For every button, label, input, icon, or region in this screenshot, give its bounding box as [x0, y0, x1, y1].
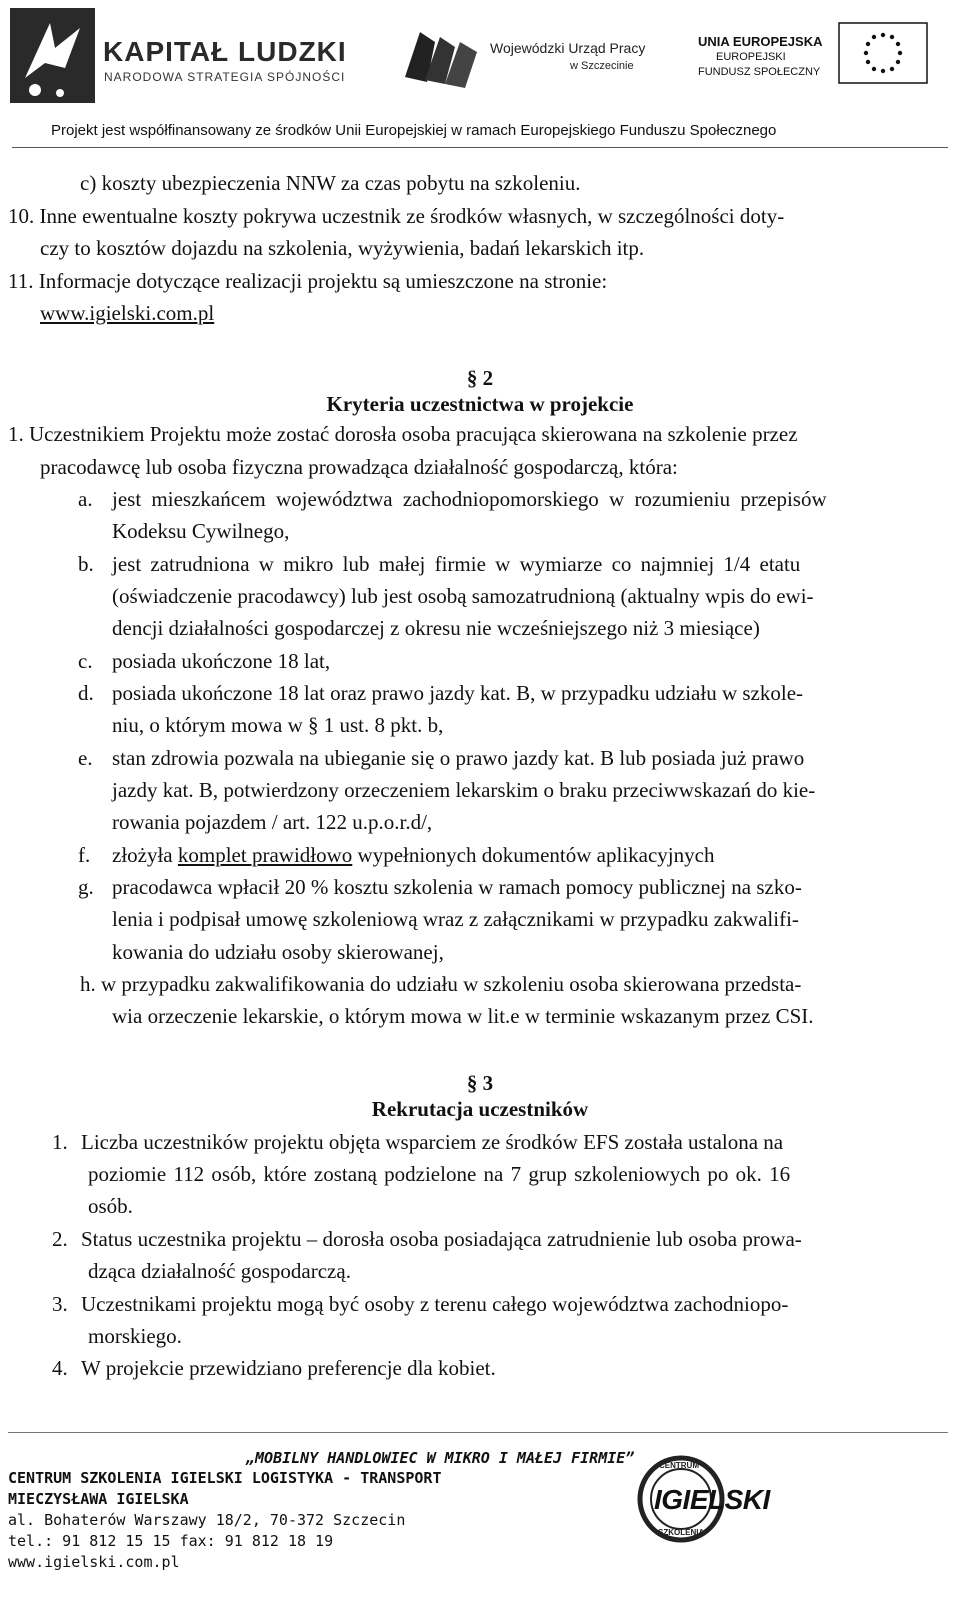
s3-4-label: 4. [52, 1356, 68, 1380]
s2-b-line1: jest zatrudniona w mikro lub małej firmie w wymiarze co najmniej 1/4 etatu [112, 552, 801, 576]
s2-f-line1 [112, 839, 714, 872]
wup-line1: Wojewódzki Urząd Pracy [490, 40, 646, 56]
section-2-title: Kryteria uczestnictwa w projekcie [326, 392, 634, 416]
s3-1-label: 1. [52, 1130, 68, 1154]
kapital-ludzki-logo-icon [10, 8, 95, 103]
section-3-symbol: § 3 [466, 1071, 494, 1095]
item-11-line1: 11. Informacje dotyczące realizacji projektu są umieszczone na stronie: [8, 269, 608, 293]
header-divider [12, 147, 948, 148]
ue-line3: FUNDUSZ SPOŁECZNY [698, 66, 821, 78]
s2-d-line2: niu, o którym mowa w § 1 ust. 8 pkt. b, [112, 713, 444, 737]
s3-3-label: 3. [52, 1292, 68, 1316]
footer-project-title: „MOBILNY HANDLOWIEC W MIKRO I MAŁEJ FIRMIE” [246, 1449, 635, 1467]
s3-1-line2: poziomie 112 osób, które zostaną podzielone na 7 grup szkoleniowych po ok. 16 [88, 1162, 791, 1186]
footer-org-line1: CENTRUM SZKOLENIA IGIELSKI LOGISTYKA - TRANSPORT [8, 1469, 442, 1487]
s2-e-line2: jazdy kat. B, potwierdzony orzeczeniem lekarskim o braku przeciwwskazań do kie- [112, 778, 816, 802]
s2-a-line1: jest mieszkańcem województwa zachodniopomorskiego w rozumieniu przepisów [112, 487, 827, 511]
item-10-line2: czy to kosztów dojazdu na szkolenia, wyżywienia, badań lekarskich itp. [40, 236, 645, 260]
s2-a-label: a. [78, 487, 93, 511]
s2-f-post: wypełnionych dokumentów aplikacyjnych [352, 843, 715, 867]
s2-a-line2: Kodeksu Cywilnego, [112, 519, 290, 543]
footer-website: www.igielski.com.pl [8, 1553, 180, 1571]
s2-b-line2: (oświadczenie pracodawcy) lub jest osobą samozatrudnioną (aktualny wpis do ewi- [112, 584, 814, 608]
s3-2-line2: dząca działalność gospodarczą. [88, 1259, 351, 1283]
igielski-logo-text: IGIELSKI [654, 1484, 770, 1515]
s2-g-line2: lenia i podpisał umowę szkoleniową wraz z załącznikami w przypadku zakwalifi- [112, 907, 799, 931]
footer-org-line2: MIECZYSŁAWA IGIELSKA [8, 1490, 189, 1508]
s2-c-line1: posiada ukończone 18 lat, [112, 649, 331, 673]
s2-p1-line2: pracodawcę lub osoba fizyczna prowadząca działalność gospodarczą, która: [40, 455, 678, 479]
s3-1-line3: osób. [88, 1194, 133, 1218]
ue-line2: EUROPEJSKI [716, 51, 786, 63]
section-2-symbol: § 2 [466, 366, 494, 390]
kl-subtitle: NARODOWA STRATEGIA SPÓJNOŚCI [104, 70, 346, 84]
section-3-title: Rekrutacja uczestników [371, 1097, 589, 1121]
s2-d-line1: posiada ukończone 18 lat oraz prawo jazdy kat. B, w przypadku udziału w szkole- [112, 681, 804, 705]
ue-line1: UNIA EUROPEJSKA [698, 34, 823, 49]
s2-g-line3: kowania do udziału osoby skierowanej, [112, 940, 444, 964]
s3-2-line1: Status uczestnika projektu – dorosła osoba posiadająca zatrudnienie lub osoba prowa- [81, 1227, 802, 1251]
igielski-ring-bottom: SZKOLENIA [658, 1528, 705, 1537]
eu-flag-icon [838, 22, 928, 84]
igielski-ring-top: CENTRUM [659, 1461, 699, 1470]
igielski-website-link[interactable]: www.igielski.com.pl [40, 301, 215, 325]
s3-4-line1: W projekcie przewidziano preferencje dla kobiet. [81, 1356, 496, 1380]
s2-b-label: b. [78, 552, 94, 576]
s2-c-label: c. [78, 649, 93, 673]
s2-h-line1: h. w przypadku zakwalifikowania do udziału w szkoleniu osoba skierowana przedsta- [80, 972, 802, 996]
footer-divider [8, 1432, 948, 1433]
s3-3-line1: Uczestnikami projektu mogą być osoby z terenu całego województwa zachodniopo- [81, 1292, 789, 1316]
s2-d-label: d. [78, 681, 94, 705]
s2-f-label: f. [78, 843, 91, 867]
cofinance-note: Projekt jest współfinansowany ze środków Unii Europejskiej w ramach Europejskiego Funduszu Społecznego [51, 122, 777, 139]
s2-g-line1: pracodawca wpłacił 20 % kosztu szkolenia w ramach pomocy publicznej na szko- [112, 875, 802, 899]
kl-title: KAPITAŁ LUDZKI [103, 36, 347, 67]
footer-phones: tel.: 91 812 15 15 fax: 91 812 18 19 [8, 1532, 334, 1550]
header [0, 0, 960, 150]
igielski-logo [636, 1454, 776, 1544]
s3-3-line2: morskiego. [88, 1324, 182, 1348]
s2-e-label: e. [78, 746, 93, 770]
item-c: c) koszty ubezpieczenia NNW za czas pobytu na szkoleniu. [80, 171, 581, 195]
s2-f-pre: złożyła [112, 843, 178, 867]
item-10-line1: 10. Inne ewentualne koszty pokrywa uczestnik ze środków własnych, w szczególności doty- [8, 204, 785, 228]
s2-h-line2: wia orzeczenie lekarskie, o którym mowa w lit.e w terminie wskazanym przez CSI. [112, 1004, 814, 1028]
s3-2-label: 2. [52, 1227, 68, 1251]
s2-e-line1: stan zdrowia pozwala na ubieganie się o prawo jazdy kat. B lub posiada już prawo [112, 746, 805, 770]
wup-line2: w Szczecinie [570, 60, 634, 72]
s2-e-line3: rowania pojazdem / art. 122 u.p.o.r.d/, [112, 810, 433, 834]
s2-g-label: g. [78, 875, 94, 899]
wup-logo-icon [405, 22, 485, 92]
s2-b-line3: dencji działalności gospodarczej z okresu nie wcześniejszego niż 3 miesiące) [112, 616, 760, 640]
s2-f-underlined: komplet prawidłowo [177, 843, 353, 867]
s2-p1-line1: 1. Uczestnikiem Projektu może zostać dorosła osoba pracująca skierowana na szkolenie przez [8, 422, 798, 446]
s3-1-line1: Liczba uczestników projektu objęta wsparciem ze środków EFS została ustalona na [81, 1130, 784, 1154]
footer-address: al. Bohaterów Warszawy 18/2, 70-372 Szczecin [8, 1511, 406, 1529]
